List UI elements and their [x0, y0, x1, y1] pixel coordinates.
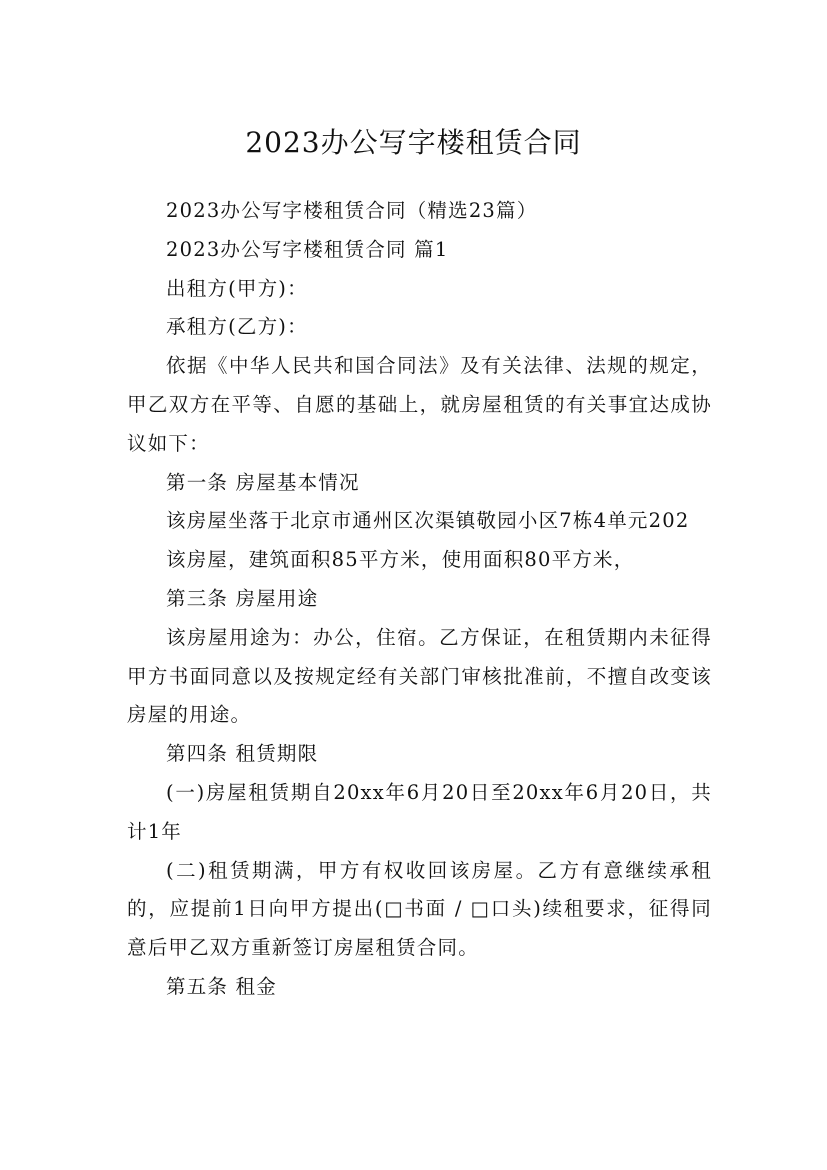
paragraph-lessee: 承租方(乙方)： [166, 315, 308, 339]
paragraph-article-1-heading: 第一条 房屋基本情况 [166, 470, 360, 494]
document-body [127, 192, 712, 1007]
paragraph-article-4-heading: 第四条 租赁期限 [166, 742, 319, 766]
paragraph-term-2: (二)租赁期满，甲方有权收回该房屋。乙方有意继续承租的，应提前1日向甲方提出(□书面 / □口头)续租要求，征得同意后甲乙双方重新签订房屋租赁合同。 [127, 858, 712, 960]
paragraph-subtitle: 2023办公写字楼租赁合同（精选23篇） [166, 199, 538, 222]
paragraph-usage: 该房屋用途为：办公，住宿。乙方保证，在租赁期内未征得甲方书面同意以及按规定经有关部门审核批准前，不擅自改变该房屋的用途。 [127, 625, 712, 727]
paragraph-section-heading: 2023办公写字楼租赁合同 篇1 [166, 237, 449, 261]
paragraph-preamble: 依据《中华人民共和国合同法》及有关法律、法规的规定，甲乙双方在平等、自愿的基础上，就房屋租赁的有关事宜达成协议如下： [127, 354, 712, 455]
document-title: 2023办公写字楼租赁合同 [245, 125, 582, 159]
paragraph-article-5-heading: 第五条 租金 [166, 974, 277, 998]
paragraph-lessor: 出租方(甲方)： [166, 276, 308, 300]
paragraph-area: 该房屋，建筑面积85平方米，使用面积80平方米， [166, 548, 635, 572]
paragraph-article-3-heading: 第三条 房屋用途 [166, 586, 319, 610]
paragraph-location: 该房屋坐落于北京市通州区次渠镇敬园小区7栋4单元202 [166, 509, 690, 533]
paragraph-term-1: (一)房屋租赁期自20xx年6月20日至20xx年6月20日，共计1年 [127, 780, 712, 843]
